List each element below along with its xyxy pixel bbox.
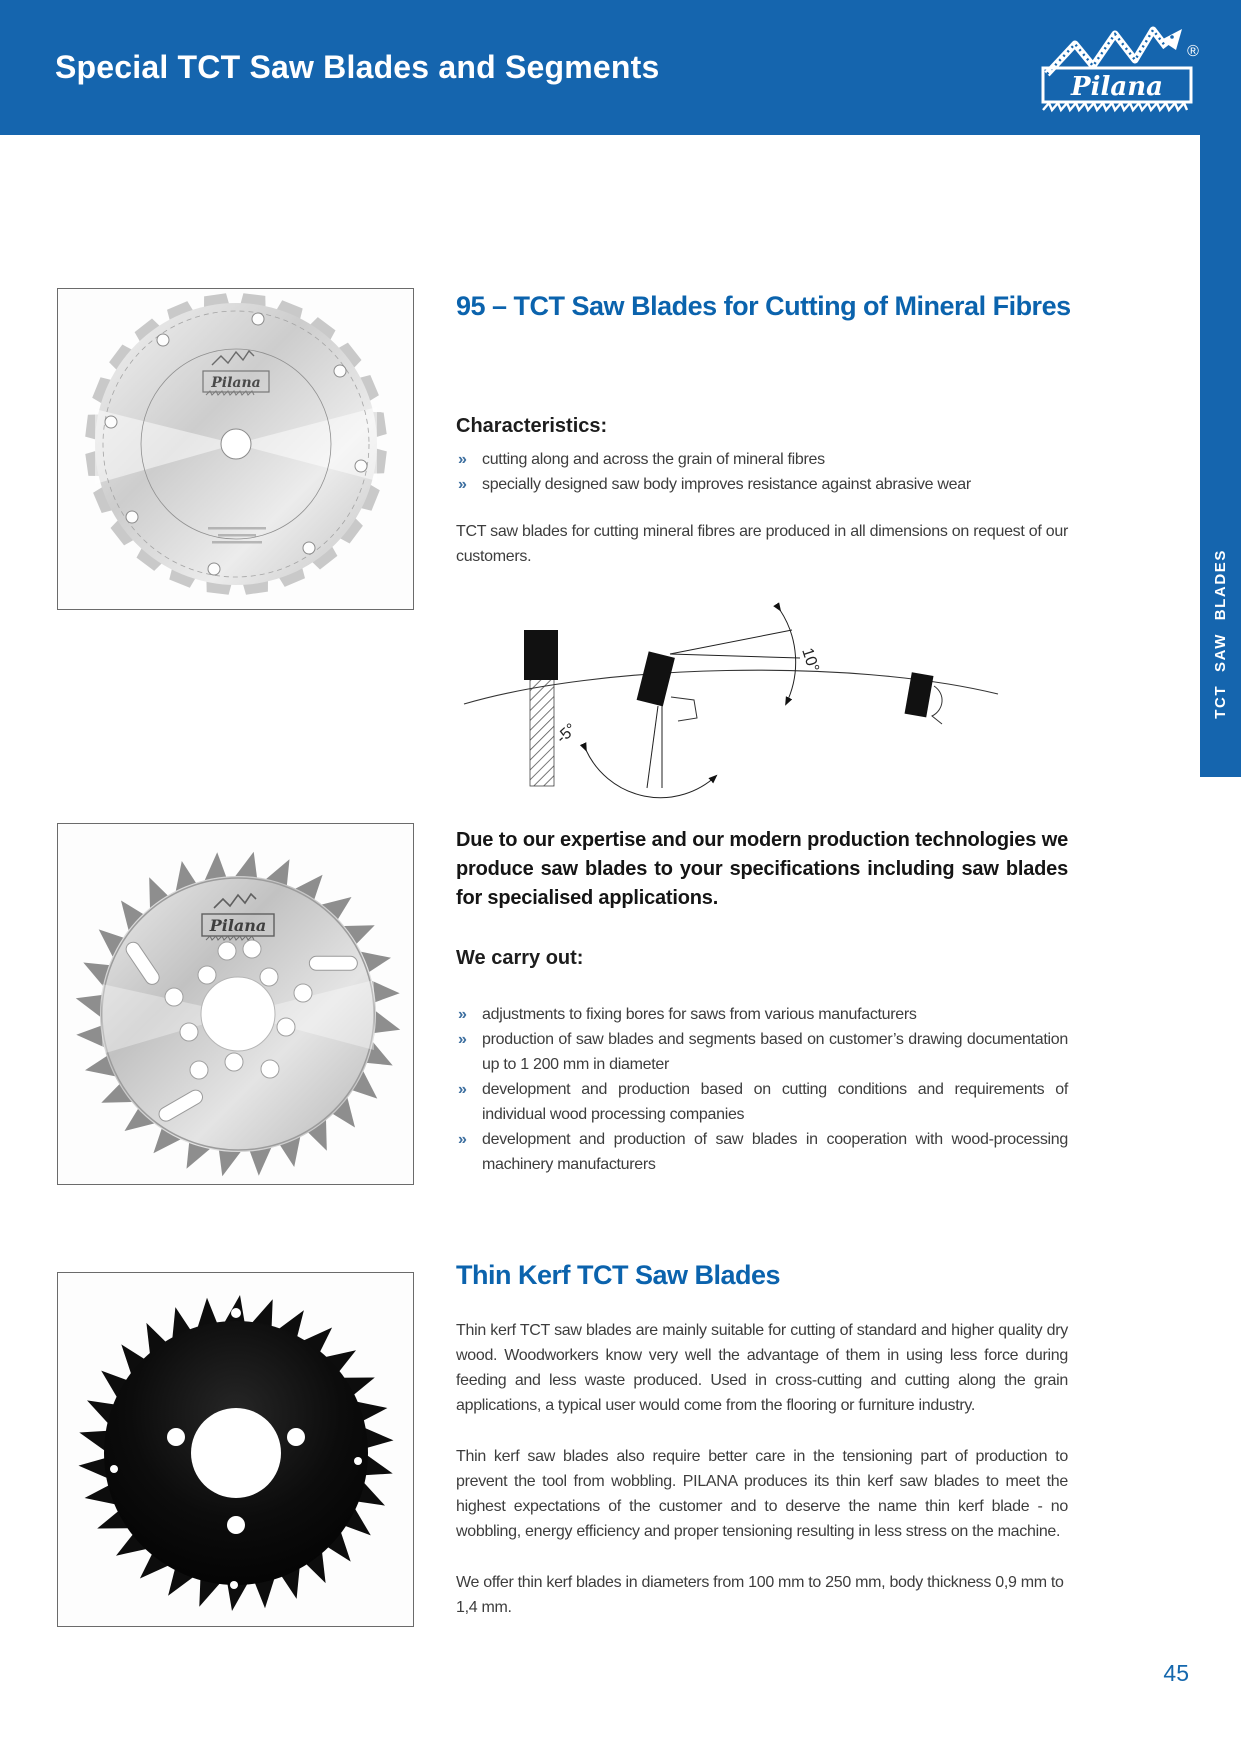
bullet-marker: » (458, 1131, 467, 1148)
expertise-intro: Due to our expertise and our modern production technologies we produce saw blades to your specifications including saw blades for specialised applications. (456, 829, 1068, 909)
bullet-marker: » (458, 476, 467, 493)
thin-kerf-blade-photo (57, 1272, 414, 1627)
svg-text:Pilana: Pilana (211, 375, 261, 391)
custom-saw-blade-photo (57, 823, 414, 1185)
thin-kerf-paragraph: Thin kerf TCT saw blades are mainly suitable for cutting of standard and higher quality dry wood. Woodworkers know very well the advantage of them in using less force during feeding and less waste produced. Used in cross-cutting and cutting along the grain applications, a typical user would come from the flooring or furniture industry. (456, 1322, 1068, 1414)
bullet-marker: » (458, 1031, 467, 1048)
list-item: » production of saw blades and segments based on customer’s drawing documentation up to 1 200 mm in diameter (456, 1027, 1068, 1077)
mineral-paragraph: TCT saw blades for cutting mineral fibres are produced in all dimensions on request of our customers. (456, 523, 1068, 565)
middle-tooth (637, 651, 675, 706)
center-bore (201, 977, 275, 1051)
sawtooth-line (1043, 103, 1187, 110)
thin-kerf-body (456, 1318, 1068, 1646)
bullet-marker: » (458, 1006, 467, 1023)
center-bore (221, 429, 251, 459)
characteristics-heading: Characteristics: (456, 415, 608, 437)
page-number: 45 (1163, 1660, 1189, 1686)
section-title: Thin Kerf TCT Saw Blades (456, 1260, 781, 1290)
bullet-marker: » (458, 1081, 467, 1098)
pilana-logo-mark (1035, 20, 1207, 116)
list-item: » cutting along and across the grain of mineral fibres (456, 447, 1068, 472)
side-tab-tct-saw-blades (1200, 135, 1241, 777)
thin-kerf-paragraph: Thin kerf saw blades also require better care in the tensioning part of production to prevent the tool from wobbling. PILANA produces its thin kerf saw blades to meet the highest expectations of the customer and to deserve the name thin kerf blade - no wobbling, energy efficiency and proper tensioning resulting in less stress on the machine. (456, 1448, 1068, 1540)
shank-hatched (530, 678, 554, 786)
list-item: » adjustments to fixing bores for saws from various manufacturers (456, 1002, 1068, 1027)
logo-wordmark: Pilana (1071, 72, 1163, 102)
page-title: Special TCT Saw Blades and Segments (55, 49, 660, 85)
clearance-angle-label: 10° (798, 645, 822, 675)
thin-kerf-paragraph: We offer thin kerf blades in diameters from 100 mm to 250 mm, body thickness 0,9 mm to 1,4 mm. (456, 1574, 1064, 1616)
carry-out-list (456, 1002, 1068, 1177)
registered-mark: ® (1187, 43, 1199, 60)
list-item: » development and production based on cutting conditions and requirements of individual wood processing companies (456, 1077, 1068, 1127)
section-title: 95 – TCT Saw Blades for Cutting of Mineral Fibres (456, 291, 1071, 321)
mineral-fibre-blade-photo (57, 288, 414, 610)
carbide-tip (524, 630, 558, 680)
side-tab-label: TCT SAW BLADES (1212, 549, 1229, 719)
pilana-logo (1035, 20, 1207, 116)
list-item: » specially designed saw body improves resistance against abrasive wear (456, 472, 1068, 497)
rake-angle-label: -5° (553, 720, 581, 747)
bullet-marker: » (458, 451, 467, 468)
page-header (0, 0, 1241, 135)
characteristics-list (456, 447, 1068, 497)
tooth-geometry-diagram (450, 592, 1016, 824)
carry-out-heading: We carry out: (456, 947, 584, 969)
center-bore (191, 1408, 281, 1498)
svg-text:Pilana: Pilana (209, 916, 267, 935)
list-item: » development and production of saw blades in cooperation with wood-processing machinery manufacturers (456, 1127, 1068, 1177)
